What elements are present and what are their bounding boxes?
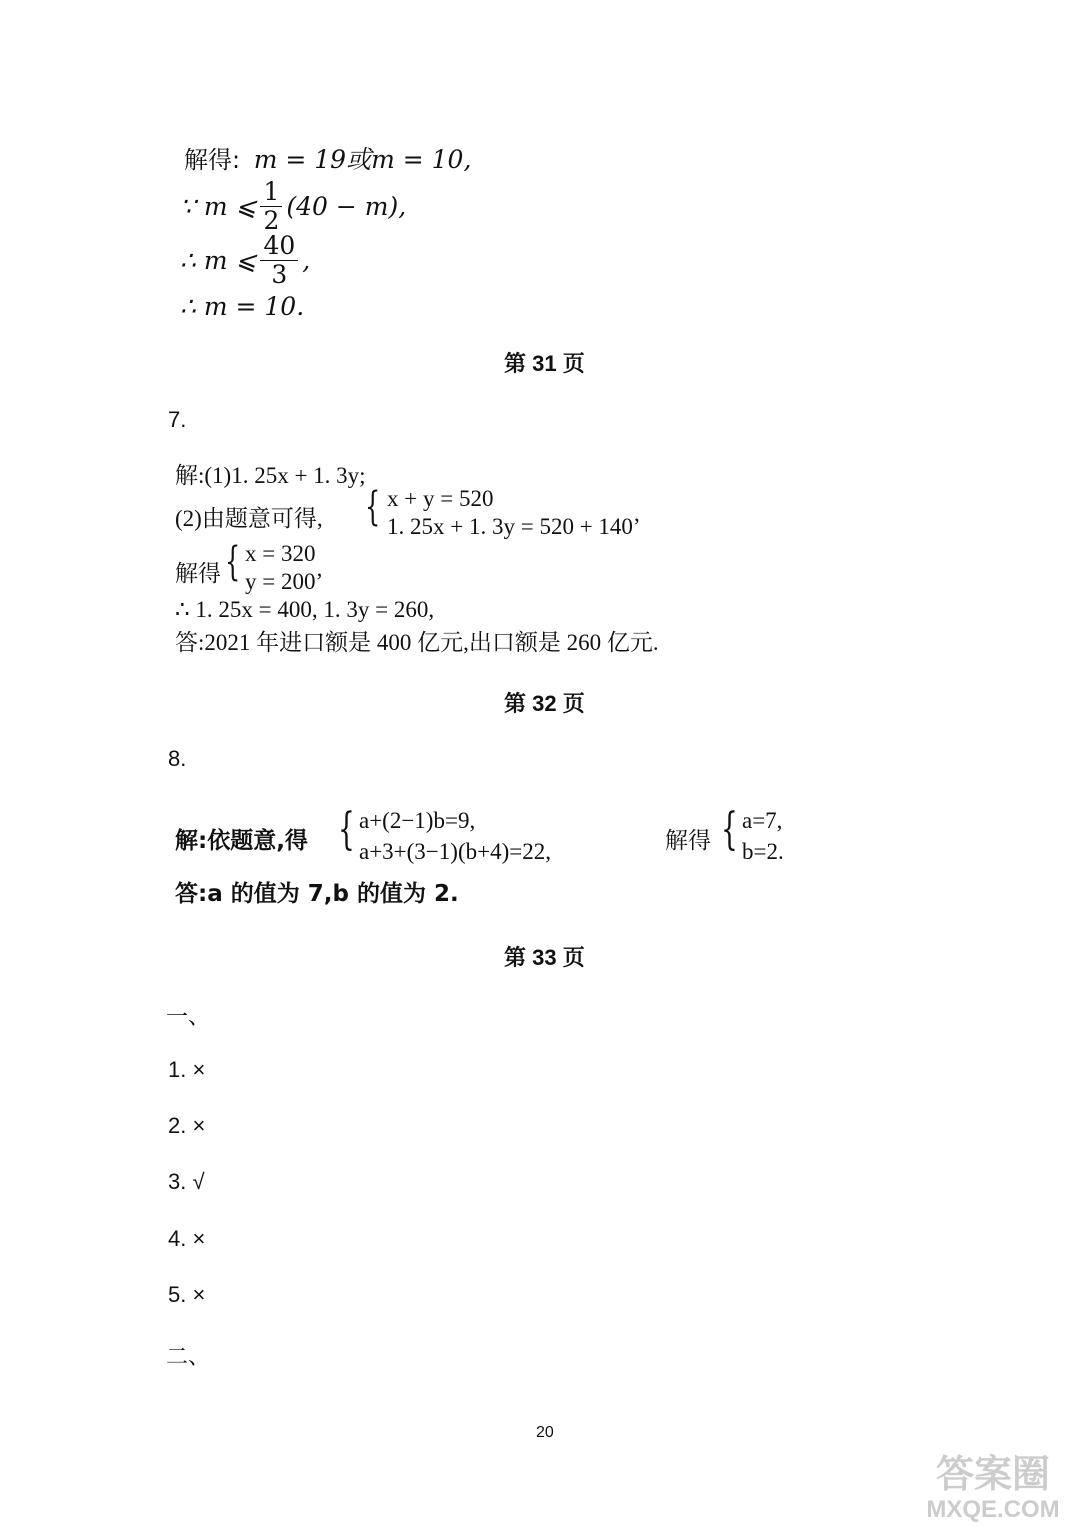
page-heading-32: 第 32 页 bbox=[504, 691, 585, 716]
page-number: 20 bbox=[536, 1424, 554, 1441]
watermark-url: MXQE.COM bbox=[926, 1496, 1060, 1523]
equation-1: a+(2−1)b=9, bbox=[359, 808, 476, 833]
watermark-logo bbox=[918, 1452, 1068, 1532]
judgement-item: 5. × bbox=[168, 1282, 206, 1307]
computed-line: ∴ 1. 25x = 400, 1. 3y = 260, bbox=[175, 597, 435, 622]
solution-b: b=2. bbox=[742, 839, 784, 864]
judgement-item: 3. √ bbox=[168, 1169, 205, 1194]
therefore-suffix: , bbox=[302, 246, 311, 275]
solve-result: m = 19或m = 10, bbox=[253, 145, 472, 174]
system-equation-2: 1. 25x + 1. 3y = 520 + 140’ bbox=[387, 514, 641, 539]
therefore-line-2: ∴ m = 10. bbox=[180, 292, 305, 321]
condition-suffix: (40 − m), bbox=[286, 192, 407, 221]
solution-y: y = 200’ bbox=[245, 569, 324, 594]
therefore-prefix: ∴ m ⩽ bbox=[180, 246, 257, 275]
solve-mid: 解得 bbox=[665, 828, 711, 854]
final-answer: 答:2021 年进口额是 400 亿元,出口额是 260 亿元. bbox=[175, 630, 659, 655]
solution-a: a=7, bbox=[742, 808, 783, 833]
question-number-7: 7. bbox=[168, 407, 187, 432]
fraction-half bbox=[260, 178, 282, 235]
section-two: 二、 bbox=[166, 1344, 211, 1369]
left-brace-2: { bbox=[721, 804, 738, 855]
question-number-8: 8. bbox=[168, 746, 187, 771]
left-brace: { bbox=[225, 539, 241, 585]
section-one: 一、 bbox=[166, 1004, 211, 1029]
solution-x: x = 320 bbox=[245, 541, 316, 566]
therefore-line-1 bbox=[180, 232, 310, 289]
watermark-title: 答案圈 bbox=[935, 1452, 1050, 1496]
fraction-denominator: 3 bbox=[271, 260, 288, 289]
fraction-denominator: 2 bbox=[263, 206, 280, 235]
answer-line: 解:(1)1. 25x + 1. 3y; bbox=[175, 463, 366, 488]
final-answer-8: 答:a 的值为 7,b 的值为 2. bbox=[175, 881, 459, 907]
fraction-numerator: 1 bbox=[260, 178, 282, 207]
page-heading-31: 第 31 页 bbox=[504, 351, 585, 376]
left-brace: { bbox=[365, 484, 381, 530]
condition-prefix: ∵ m ⩽ bbox=[180, 192, 257, 221]
judgement-item: 4. × bbox=[168, 1226, 206, 1251]
system-solution-line bbox=[175, 806, 835, 870]
fraction-forty-thirds bbox=[260, 232, 298, 289]
page-heading-33: 第 33 页 bbox=[504, 945, 585, 970]
solve-label: 解得: bbox=[184, 146, 241, 174]
condition-line bbox=[180, 178, 406, 235]
system-equation-1: x + y = 520 bbox=[387, 486, 494, 511]
equation-2: a+3+(3−1)(b+4)=22, bbox=[359, 839, 551, 864]
solution-intro: 解得 bbox=[175, 561, 221, 586]
judgement-item: 2. × bbox=[168, 1113, 206, 1138]
fraction-numerator: 40 bbox=[260, 232, 298, 261]
judgement-item: 1. × bbox=[168, 1057, 206, 1082]
solve-line-1 bbox=[184, 140, 471, 176]
left-brace: { bbox=[338, 804, 355, 855]
solve-intro: 解:依题意,得 bbox=[175, 828, 308, 854]
system-intro: (2)由题意可得, bbox=[175, 506, 323, 531]
